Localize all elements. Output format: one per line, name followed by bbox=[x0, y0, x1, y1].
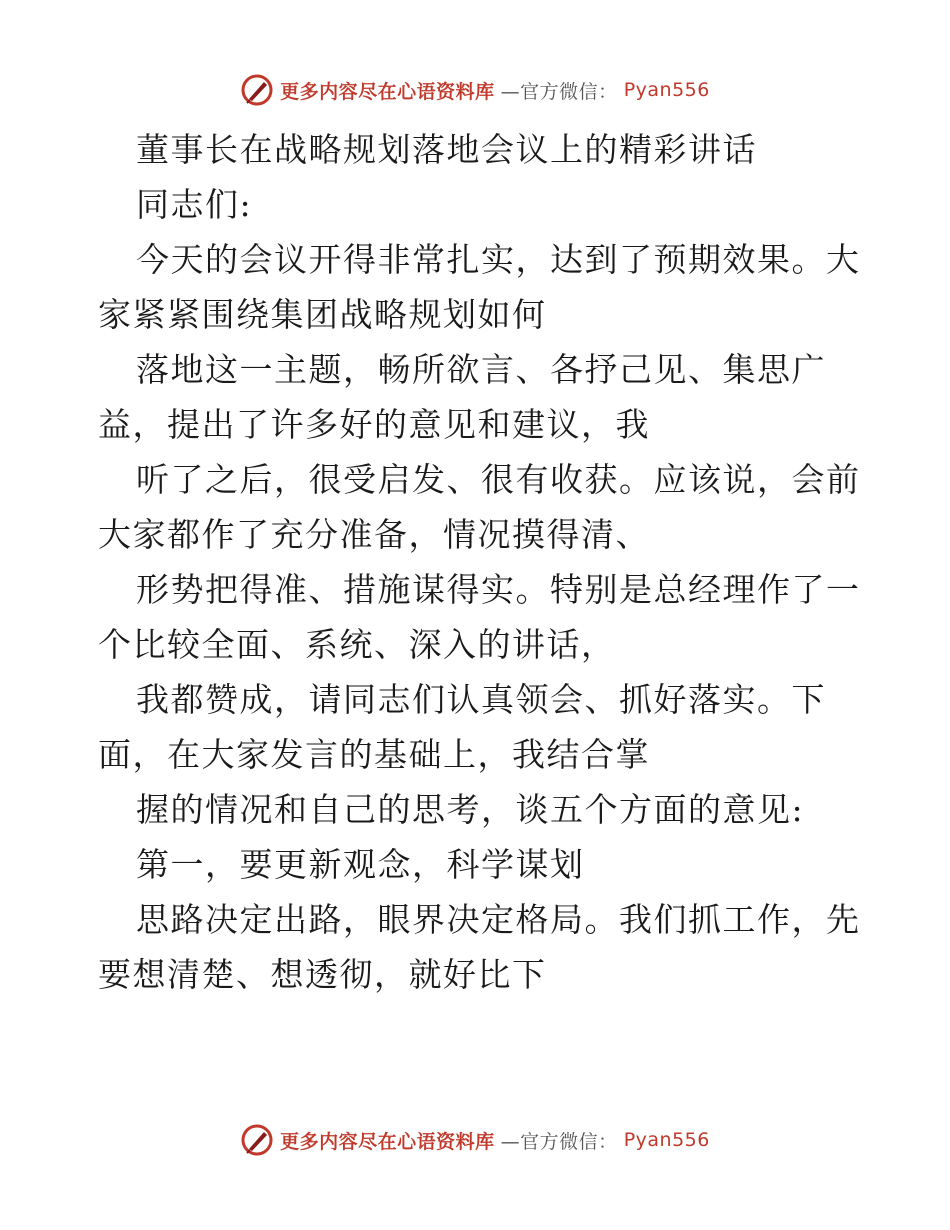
text-line: 同志们: bbox=[136, 185, 253, 224]
text-line: 面，在大家发言的基础上，我结合掌 bbox=[98, 735, 650, 774]
text-line: 第一，要更新观念，科学谋划 bbox=[136, 845, 585, 884]
quill-logo-icon bbox=[240, 73, 274, 107]
text-line: 听了之后，很受启发、很有收获。应该说，会前 bbox=[136, 460, 861, 499]
banner-title: 更多内容尽在心语资料库 bbox=[280, 1130, 495, 1153]
text-line: 形势把得准、措施谋得实。特别是总经理作了一 bbox=[136, 570, 861, 609]
text-line: 益，提出了许多好的意见和建议，我 bbox=[98, 405, 650, 444]
document-body bbox=[98, 122, 861, 1002]
banner-wechat-id: Pyan556 bbox=[623, 79, 710, 101]
header-banner bbox=[0, 70, 950, 110]
banner-wechat-id: Pyan556 bbox=[623, 1129, 710, 1151]
banner-title: 更多内容尽在心语资料库 bbox=[280, 80, 495, 103]
text-line: 思路决定出路，眼界决定格局。我们抓工作，先 bbox=[136, 900, 861, 939]
text-line: 要想清楚、想透彻，就好比下 bbox=[98, 955, 547, 994]
text-line: 我都赞成，请同志们认真领会、抓好落实。下 bbox=[136, 680, 826, 719]
text-line: 大家都作了充分准备，情况摸得清、 bbox=[98, 515, 650, 554]
footer-banner bbox=[0, 1120, 950, 1160]
quill-logo-icon bbox=[240, 1123, 274, 1157]
text-line: 今天的会议开得非常扎实，达到了预期效果。大 bbox=[136, 240, 861, 279]
text-line: 握的情况和自己的思考，谈五个方面的意见: bbox=[136, 790, 805, 829]
banner-wechat-label: —官方微信： bbox=[500, 1130, 618, 1153]
banner-wechat-label: —官方微信： bbox=[500, 80, 618, 103]
text-line: 落地这一主题，畅所欲言、各抒己见、集思广 bbox=[136, 350, 826, 389]
text-line: 家紧紧围绕集团战略规划如何 bbox=[98, 295, 547, 334]
document-title: 董事长在战略规划落地会议上的精彩讲话 bbox=[136, 130, 757, 169]
text-line: 个比较全面、系统、深入的讲话， bbox=[98, 625, 616, 664]
